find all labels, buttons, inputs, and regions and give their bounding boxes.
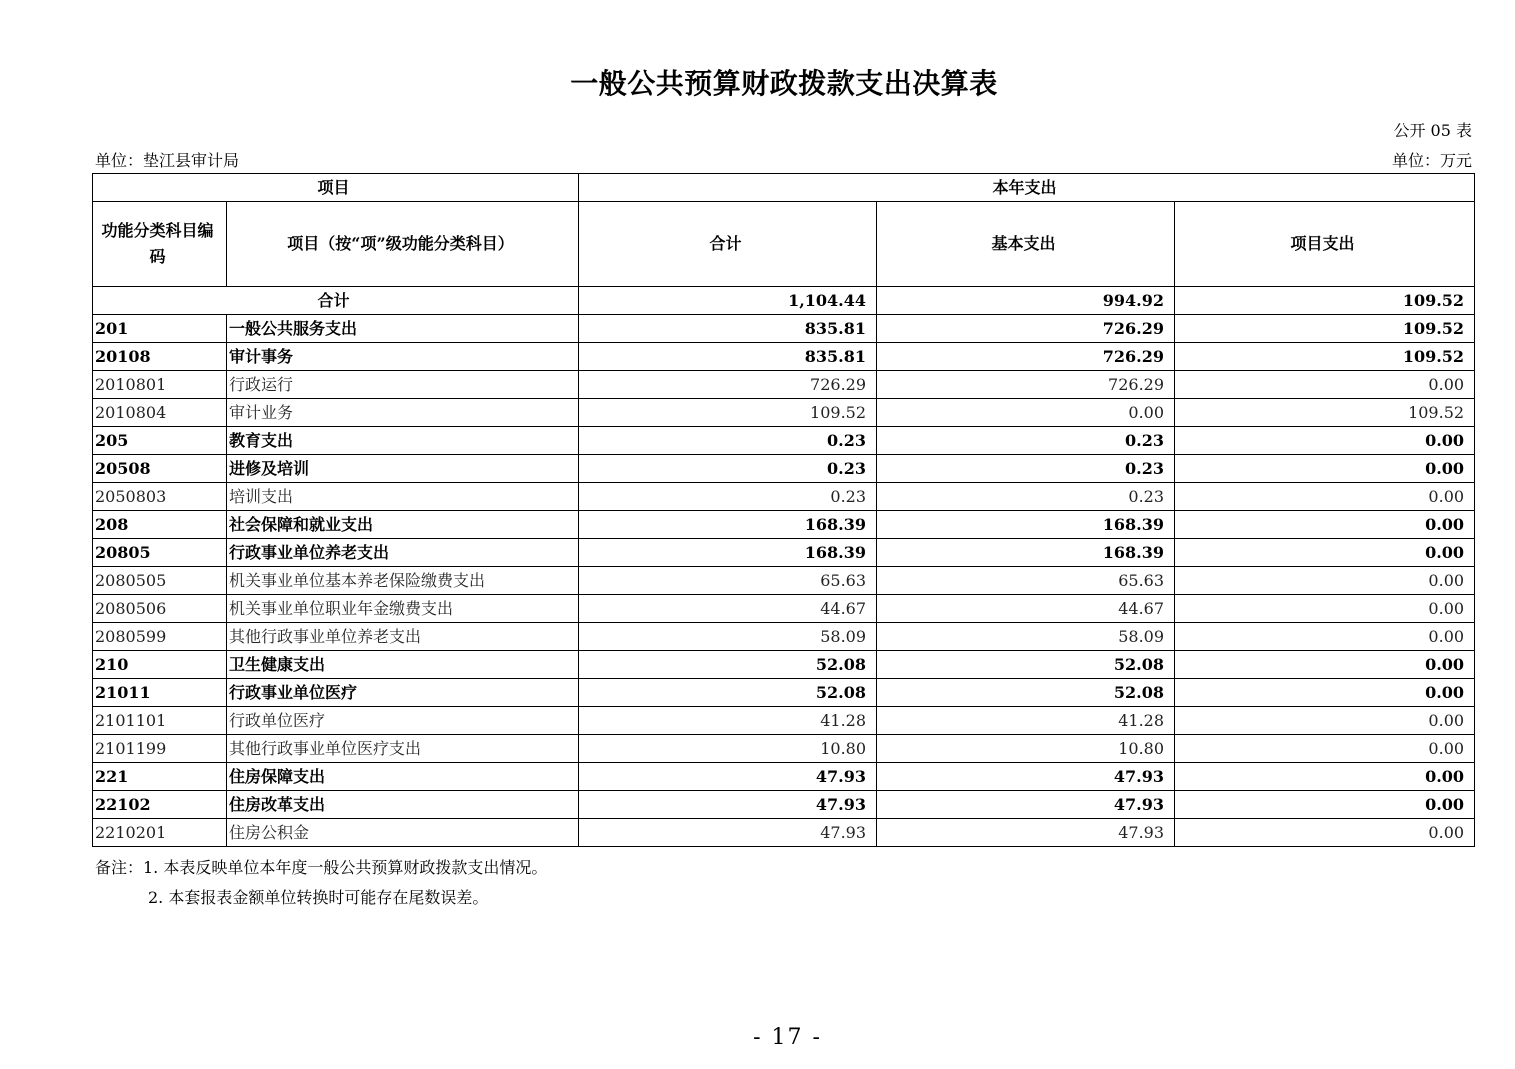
- header-row-2: [93, 202, 1475, 287]
- expenditure-table: [92, 173, 1475, 847]
- table-row: [93, 679, 1475, 707]
- row-basic: 0.23: [877, 455, 1175, 483]
- row-name: 行政事业单位养老支出: [227, 539, 579, 567]
- row-project: 0.00: [1175, 819, 1475, 847]
- row-name: 卫生健康支出: [227, 651, 579, 679]
- row-total: 44.67: [579, 595, 877, 623]
- row-basic: 44.67: [877, 595, 1175, 623]
- row-code: 21011: [93, 679, 227, 707]
- row-project: 0.00: [1175, 763, 1475, 791]
- row-name: 住房改革支出: [227, 791, 579, 819]
- row-project: 0.00: [1175, 595, 1475, 623]
- row-name: 机关事业单位基本养老保险缴费支出: [227, 567, 579, 595]
- row-project: 0.00: [1175, 707, 1475, 735]
- row-code: 20805: [93, 539, 227, 567]
- row-project: 0.00: [1175, 567, 1475, 595]
- header-current-year: 本年支出: [579, 174, 1475, 202]
- row-code: 208: [93, 511, 227, 539]
- row-total: 47.93: [579, 819, 877, 847]
- row-project: 0.00: [1175, 371, 1475, 399]
- row-basic: 168.39: [877, 511, 1175, 539]
- reporting-unit: 单位：垫江县审计局: [95, 151, 240, 170]
- row-total: 835.81: [579, 315, 877, 343]
- currency-unit: 单位：万元: [1391, 151, 1472, 170]
- row-total: 47.93: [579, 791, 877, 819]
- note-line-1: 备注：1. 本表反映单位本年度一般公共预算财政拨款支出情况。: [95, 858, 548, 877]
- row-project: 0.00: [1175, 511, 1475, 539]
- row-project: 0.00: [1175, 539, 1475, 567]
- row-total: 0.23: [579, 427, 877, 455]
- row-project: 0.00: [1175, 623, 1475, 651]
- row-code: 20108: [93, 343, 227, 371]
- row-code: 2101199: [93, 735, 227, 763]
- row-total: 58.09: [579, 623, 877, 651]
- row-basic: 47.93: [877, 791, 1175, 819]
- row-name: 社会保障和就业支出: [227, 511, 579, 539]
- table-row: [93, 483, 1475, 511]
- notes: [95, 853, 547, 913]
- row-code: 2050803: [93, 483, 227, 511]
- row-project: 109.52: [1175, 315, 1475, 343]
- table-row: [93, 455, 1475, 483]
- row-name: 行政事业单位医疗: [227, 679, 579, 707]
- row-total: 52.08: [579, 651, 877, 679]
- total-label: 合计: [93, 287, 579, 315]
- row-total: 65.63: [579, 567, 877, 595]
- table-row: [93, 651, 1475, 679]
- row-project: 0.00: [1175, 679, 1475, 707]
- header-project-exp: 项目支出: [1175, 202, 1475, 287]
- row-name: 机关事业单位职业年金缴费支出: [227, 595, 579, 623]
- row-total: 168.39: [579, 539, 877, 567]
- row-basic: 47.93: [877, 819, 1175, 847]
- row-name: 行政单位医疗: [227, 707, 579, 735]
- table-row: [93, 791, 1475, 819]
- row-total: 109.52: [579, 399, 877, 427]
- row-code: 2080506: [93, 595, 227, 623]
- row-basic: 52.08: [877, 651, 1175, 679]
- row-name: 行政运行: [227, 371, 579, 399]
- row-code: 22102: [93, 791, 227, 819]
- row-name: 培训支出: [227, 483, 579, 511]
- table-row: [93, 315, 1475, 343]
- table-number: 公开 05 表: [1393, 121, 1472, 140]
- header-item: 项目（按“项”级功能分类科目）: [227, 202, 579, 287]
- row-code: 2101101: [93, 707, 227, 735]
- row-total: 0.23: [579, 455, 877, 483]
- table-row: [93, 819, 1475, 847]
- row-basic: 0.23: [877, 427, 1175, 455]
- table-row: [93, 427, 1475, 455]
- row-total: 41.28: [579, 707, 877, 735]
- row-project: 109.52: [1175, 343, 1475, 371]
- table-row: [93, 595, 1475, 623]
- note-line-2: 2. 本套报表金额单位转换时可能存在尾数误差。: [148, 888, 489, 907]
- header-code: 功能分类科目编码: [93, 202, 227, 287]
- row-name: 住房保障支出: [227, 763, 579, 791]
- table-row: [93, 567, 1475, 595]
- row-basic: 726.29: [877, 371, 1175, 399]
- row-total: 0.23: [579, 483, 877, 511]
- row-name: 教育支出: [227, 427, 579, 455]
- row-basic: 65.63: [877, 567, 1175, 595]
- row-basic: 0.00: [877, 399, 1175, 427]
- row-name: 审计事务: [227, 343, 579, 371]
- page-title: 一般公共预算财政拨款支出决算表: [570, 67, 998, 100]
- row-basic: 10.80: [877, 735, 1175, 763]
- row-code: 201: [93, 315, 227, 343]
- table-row: [93, 539, 1475, 567]
- table-row: [93, 763, 1475, 791]
- total-project: 109.52: [1175, 287, 1475, 315]
- table-row: [93, 735, 1475, 763]
- row-total: 726.29: [579, 371, 877, 399]
- table-row: [93, 343, 1475, 371]
- row-total: 47.93: [579, 763, 877, 791]
- row-name: 住房公积金: [227, 819, 579, 847]
- total-total: 1,104.44: [579, 287, 877, 315]
- row-basic: 52.08: [877, 679, 1175, 707]
- row-basic: 726.29: [877, 343, 1175, 371]
- page-number: - 17 -: [753, 1025, 822, 1050]
- row-project: 0.00: [1175, 651, 1475, 679]
- row-total: 835.81: [579, 343, 877, 371]
- row-project: 0.00: [1175, 427, 1475, 455]
- header-basic: 基本支出: [877, 202, 1175, 287]
- row-name: 其他行政事业单位医疗支出: [227, 735, 579, 763]
- row-code: 2010804: [93, 399, 227, 427]
- header-row-1: [93, 174, 1475, 202]
- row-code: 2210201: [93, 819, 227, 847]
- table-row: [93, 707, 1475, 735]
- row-total: 52.08: [579, 679, 877, 707]
- total-basic: 994.92: [877, 287, 1175, 315]
- table-row: [93, 371, 1475, 399]
- row-name: 审计业务: [227, 399, 579, 427]
- row-code: 2080505: [93, 567, 227, 595]
- row-code: 2010801: [93, 371, 227, 399]
- row-code: 221: [93, 763, 227, 791]
- row-code: 2080599: [93, 623, 227, 651]
- row-code: 210: [93, 651, 227, 679]
- row-project: 0.00: [1175, 455, 1475, 483]
- row-project: 0.00: [1175, 791, 1475, 819]
- row-project: 109.52: [1175, 399, 1475, 427]
- row-name: 其他行政事业单位养老支出: [227, 623, 579, 651]
- header-project: 项目: [93, 174, 579, 202]
- header-total: 合计: [579, 202, 877, 287]
- row-code: 205: [93, 427, 227, 455]
- table-row: [93, 511, 1475, 539]
- row-project: 0.00: [1175, 483, 1475, 511]
- row-basic: 41.28: [877, 707, 1175, 735]
- row-project: 0.00: [1175, 735, 1475, 763]
- total-row: [93, 287, 1475, 315]
- table-row: [93, 399, 1475, 427]
- row-basic: 47.93: [877, 763, 1175, 791]
- row-basic: 58.09: [877, 623, 1175, 651]
- row-basic: 726.29: [877, 315, 1175, 343]
- table-body: [93, 174, 1475, 847]
- row-basic: 0.23: [877, 483, 1175, 511]
- row-total: 168.39: [579, 511, 877, 539]
- table-row: [93, 623, 1475, 651]
- row-name: 进修及培训: [227, 455, 579, 483]
- row-code: 20508: [93, 455, 227, 483]
- row-name: 一般公共服务支出: [227, 315, 579, 343]
- row-basic: 168.39: [877, 539, 1175, 567]
- row-total: 10.80: [579, 735, 877, 763]
